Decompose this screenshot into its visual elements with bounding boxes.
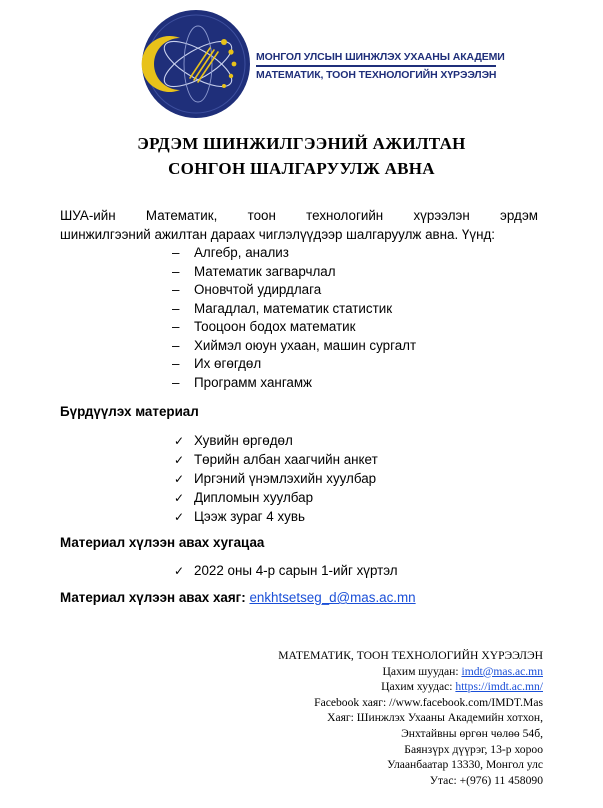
dash-marker: – (172, 263, 180, 279)
dash-marker: – (172, 356, 180, 371)
dash-marker: – (172, 319, 180, 334)
research-field-item-text: Алгебр, анализ (194, 245, 289, 260)
dash-marker: – (172, 374, 180, 390)
dash-marker: – (172, 337, 180, 353)
material-item (174, 450, 378, 469)
footer-facebook: Facebook хаяг: //www.facebook.com/IMDT.Mas (314, 695, 543, 709)
research-field-item (172, 337, 416, 356)
check-mark-icon: ✓ (174, 510, 185, 524)
research-field-item-text: Тооцоон бодох математик (194, 319, 356, 334)
logo-academy-name: МОНГОЛ УЛСЫН ШИНЖЛЭХ УХААНЫ АКАДЕМИ (256, 51, 505, 63)
logo-institute-name: МАТЕМАТИК, ТООН ТЕХНОЛОГИЙН ХҮРЭЭЛЭН (256, 69, 497, 81)
research-field-item-text: Оновчтой удирдлага (194, 282, 322, 297)
dash-marker: – (172, 282, 180, 297)
research-field-item (172, 318, 416, 337)
material-item (174, 488, 378, 507)
research-field-item (172, 244, 416, 263)
contact-label: Материал хүлээн авах хаяг: (60, 590, 246, 605)
institute-logo (140, 8, 505, 120)
material-item-text: Хувийн өргөдөл (194, 433, 293, 448)
research-fields-list (172, 244, 416, 392)
research-field-item-text: Программ хангамж (194, 374, 313, 390)
footer-address-line4: Улаанбаатар 13330, Монгол улс (387, 758, 543, 772)
intro-line1: ШУА-ийн Математик, тоон технологийн хүрээлэн эрдэм (60, 208, 538, 223)
check-mark-icon: ✓ (174, 472, 185, 486)
footer-web-label: Цахим хуудас: (381, 680, 453, 694)
footer-org-name: МАТЕМАТИК, ТООН ТЕХНОЛОГИЙН ХҮРЭЭЛЭН (278, 649, 543, 662)
dash-marker: – (172, 245, 180, 260)
research-field-item (172, 300, 416, 319)
page-title-line2: СОНГОН ШАЛГАРУУЛЖ АВНА (168, 159, 435, 178)
footer-phone: Утас: +(976) 11 458090 (429, 773, 543, 787)
footer-contact-block (278, 648, 543, 788)
deadline-item-text: 2022 оны 4-р сарын 1-ийг хүртэл (194, 563, 398, 578)
footer-email-label: Цахим шуудан: (382, 664, 459, 678)
check-mark-icon: ✓ (174, 453, 185, 467)
material-item-text: Иргэний үнэмлэхийн хуулбар (194, 471, 377, 486)
research-field-item (172, 281, 416, 300)
contact-line (60, 590, 416, 605)
footer-address-line2: Энхтайвны өргөн чөлөө 54б, (401, 726, 543, 740)
research-field-item-text: Их өгөгдөл (194, 356, 262, 371)
deadline-item (174, 561, 398, 580)
material-item (174, 431, 378, 450)
intro-paragraph (60, 206, 538, 244)
research-field-item (172, 374, 416, 393)
footer-address-line1: Хаяг: Шинжлэх Ухааны Академийн хотхон, (327, 711, 543, 725)
material-item-text: Дипломын хуулбар (194, 490, 314, 505)
dash-marker: – (172, 300, 180, 316)
research-field-item-text: Математик загварчлал (194, 263, 336, 279)
research-field-item-text: Хиймэл оюун ухаан, машин сургалт (194, 337, 417, 353)
institute-emblem-icon (140, 8, 252, 120)
contact-email-link[interactable]: enkhtsetseg_d@mas.ac.mn (249, 590, 416, 605)
logo-divider (256, 65, 496, 67)
check-mark-icon: ✓ (174, 434, 185, 448)
intro-line2: шинжилгээний ажилтан дараах чиглэлүүдээр шалгаруулж авна. Үүнд: (60, 227, 495, 242)
deadline-list (174, 561, 398, 580)
material-item-text: Төрийн албан хаагчийн анкет (194, 452, 378, 467)
footer-email-row (278, 664, 543, 680)
check-mark-icon: ✓ (174, 564, 185, 578)
material-item-text: Цээж зураг 4 хувь (194, 509, 305, 524)
materials-heading: Бүрдүүлэх материал (60, 404, 199, 419)
research-field-item-text: Магадлал, математик статистик (194, 300, 393, 316)
material-item (174, 469, 378, 488)
material-item (174, 507, 378, 526)
footer-web-link[interactable]: https://imdt.ac.mn/ (455, 680, 543, 694)
research-field-item (172, 355, 416, 374)
footer-email-link[interactable]: imdt@mas.ac.mn (461, 664, 543, 678)
deadline-heading: Материал хүлээн авах хугацаа (60, 535, 265, 550)
research-field-item (172, 263, 416, 282)
page-title-line1: ЭРДЭМ ШИНЖИЛГЭЭНИЙ АЖИЛТАН (137, 134, 466, 153)
check-mark-icon: ✓ (174, 491, 185, 505)
footer-web-row (278, 679, 543, 695)
materials-list (174, 431, 378, 526)
footer-address-line3: Баянзүрх дүүрэг, 13-р хороо (404, 742, 543, 756)
